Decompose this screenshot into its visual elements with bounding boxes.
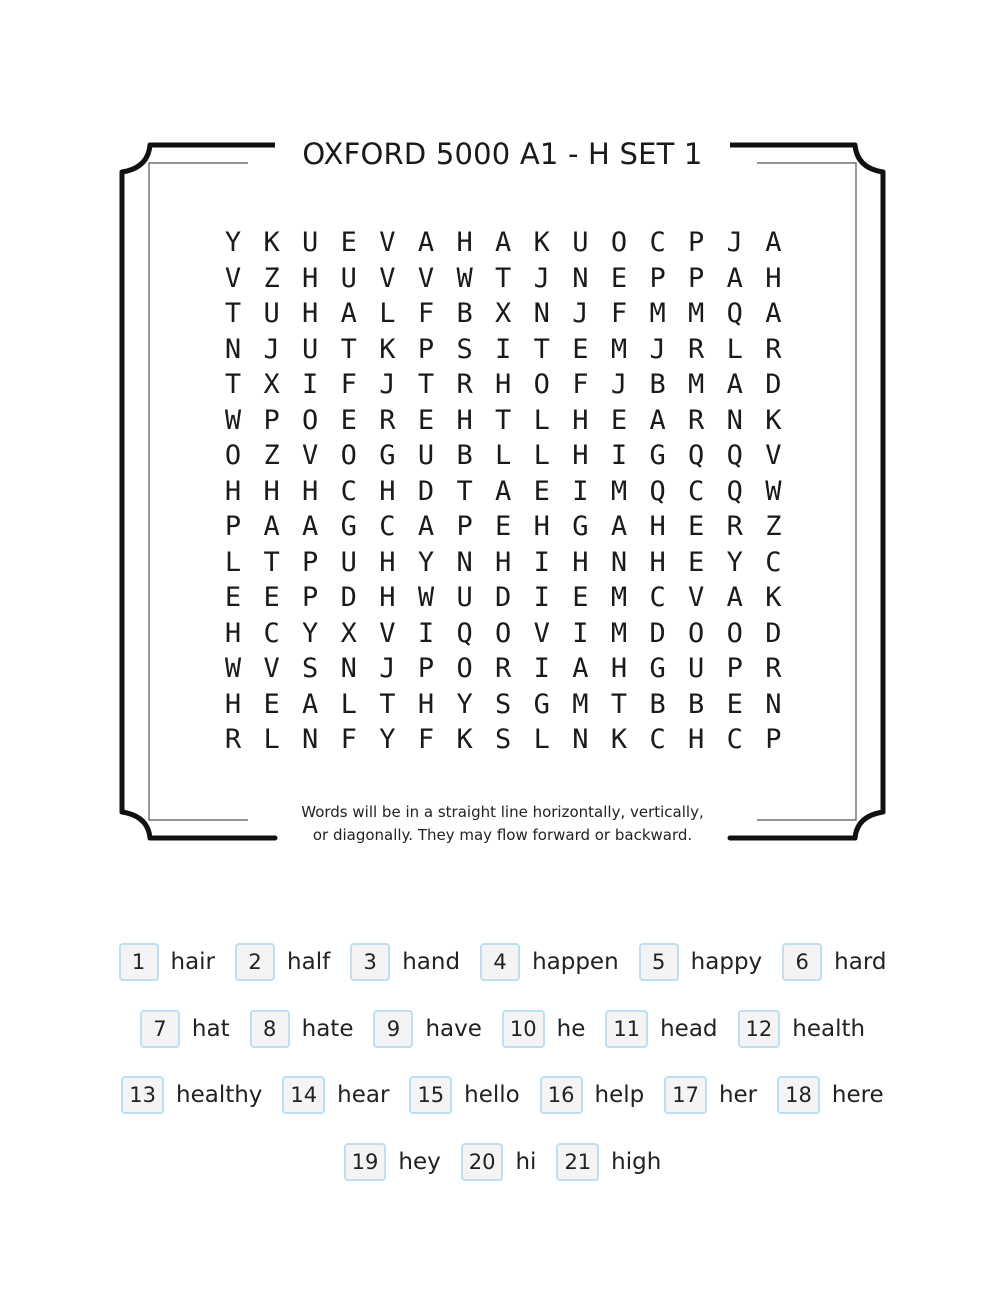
grid-letter[interactable]: W — [456, 262, 473, 294]
grid-letter[interactable]: C — [649, 227, 666, 258]
grid-letter[interactable]: M — [610, 333, 628, 365]
word-label: hard — [834, 949, 887, 975]
grid-letter[interactable]: D — [765, 617, 782, 649]
word-label: happy — [690, 949, 763, 975]
grid-letter[interactable]: O — [533, 369, 550, 400]
word-item — [639, 943, 762, 981]
grid-letter[interactable]: O — [224, 440, 242, 471]
grid-letter[interactable]: U — [456, 582, 473, 613]
word-item — [777, 1076, 884, 1114]
grid-letter[interactable]: G — [572, 511, 589, 542]
word-item — [119, 943, 216, 981]
grid-letter[interactable]: T — [495, 262, 512, 294]
grid-letter[interactable]: H — [572, 546, 589, 578]
grid-letter[interactable]: F — [340, 724, 357, 755]
word-item — [738, 1010, 866, 1048]
grid-letter[interactable]: Y — [224, 227, 242, 258]
word-item — [350, 943, 460, 981]
word-number-badge: 12 — [738, 1010, 781, 1048]
grid-letter[interactable]: U — [572, 227, 589, 258]
word-number-badge: 20 — [461, 1143, 504, 1181]
grid-letter[interactable]: D — [340, 582, 357, 613]
grid-letter[interactable]: S — [302, 653, 319, 684]
word-number-badge: 7 — [140, 1010, 180, 1048]
grid-letter[interactable]: Q — [726, 298, 743, 329]
grid-letter[interactable]: H — [224, 475, 242, 507]
word-number-badge: 3 — [350, 943, 390, 981]
word-number-badge: 18 — [777, 1076, 820, 1114]
grid-letter[interactable]: C — [649, 582, 666, 613]
grid-letter[interactable]: V — [379, 617, 396, 649]
grid-letter[interactable]: H — [302, 298, 319, 329]
grid-letter[interactable]: V — [379, 262, 396, 294]
grid-letter[interactable]: W — [765, 475, 782, 507]
grid-letter[interactable]: F — [417, 298, 435, 329]
grid-letter[interactable]: H — [224, 688, 242, 720]
grid-letter[interactable]: D — [765, 369, 782, 400]
word-number-badge: 14 — [282, 1076, 325, 1114]
grid-letter[interactable]: E — [572, 333, 589, 365]
word-item — [373, 1010, 481, 1048]
grid-letter[interactable]: E — [726, 688, 743, 720]
grid-letter[interactable]: I — [572, 617, 589, 649]
grid-letter[interactable]: D — [417, 475, 435, 507]
grid-letter[interactable]: B — [456, 298, 473, 329]
grid-letter[interactable]: E — [688, 511, 705, 542]
grid-letter[interactable]: X — [495, 298, 512, 329]
grid-letter[interactable]: P — [263, 404, 280, 436]
grid-letter[interactable]: L — [495, 440, 512, 471]
word-label: half — [287, 949, 331, 975]
word-label: healthy — [176, 1082, 263, 1108]
grid-letter[interactable]: Q — [688, 440, 705, 471]
grid-letter[interactable]: N — [572, 262, 589, 294]
grid-letter[interactable]: W — [417, 582, 435, 613]
grid-letter[interactable]: E — [495, 511, 512, 542]
grid-letter[interactable]: Z — [263, 440, 280, 471]
grid-letter[interactable]: Q — [726, 440, 743, 471]
word-label: hair — [170, 949, 216, 975]
grid-letter[interactable]: S — [495, 724, 512, 755]
grid-letter[interactable]: B — [456, 440, 473, 471]
grid-letter[interactable]: H — [302, 262, 319, 294]
grid-letter[interactable]: N — [726, 404, 743, 436]
grid-letter[interactable]: L — [533, 440, 550, 471]
word-number-badge: 16 — [540, 1076, 583, 1114]
grid-letter[interactable]: L — [726, 333, 743, 365]
grid-letter[interactable]: R — [765, 333, 782, 365]
grid-letter[interactable]: T — [224, 298, 242, 329]
grid-letter[interactable]: R — [765, 653, 782, 684]
grid-letter[interactable]: A — [572, 653, 589, 684]
word-label: hear — [337, 1082, 390, 1108]
word-number-badge: 13 — [121, 1076, 164, 1114]
grid-letter[interactable]: S — [456, 333, 473, 365]
word-item — [461, 1143, 537, 1181]
grid-letter[interactable]: T — [417, 369, 435, 400]
grid-letter[interactable]: E — [533, 475, 550, 507]
word-label: have — [425, 1015, 482, 1042]
word-label: high — [611, 1148, 662, 1175]
grid-letter[interactable]: V — [533, 617, 550, 649]
grid-letter[interactable]: Y — [456, 688, 473, 720]
grid-letter[interactable]: J — [533, 262, 550, 294]
grid-letter[interactable]: V — [302, 440, 319, 471]
grid-letter[interactable]: L — [533, 404, 550, 436]
grid-letter[interactable]: P — [456, 511, 473, 542]
grid-letter[interactable]: P — [726, 653, 743, 684]
grid-letter[interactable]: G — [649, 440, 666, 471]
grid-letter[interactable]: O — [495, 617, 512, 649]
word-bank-row — [0, 1140, 1005, 1184]
grid-letter[interactable]: H — [456, 404, 473, 436]
word-label: here — [831, 1082, 884, 1108]
grid-letter[interactable]: E — [572, 582, 589, 613]
grid-letter[interactable]: H — [263, 475, 280, 507]
word-label: health — [792, 1015, 866, 1042]
grid-letter[interactable]: R — [688, 333, 705, 365]
word-number-badge: 15 — [409, 1076, 452, 1114]
word-label: head — [660, 1015, 718, 1042]
grid-letter[interactable]: C — [379, 511, 396, 542]
grid-letter[interactable]: Y — [379, 724, 396, 755]
grid-letter[interactable]: L — [379, 298, 396, 329]
grid-letter[interactable]: E — [263, 582, 280, 613]
word-item — [664, 1076, 757, 1114]
grid-letter[interactable]: C — [263, 617, 280, 649]
grid-letter[interactable]: H — [533, 511, 550, 542]
grid-letter[interactable]: N — [302, 724, 319, 755]
grid-letter[interactable]: K — [765, 404, 782, 436]
grid-letter[interactable]: J — [379, 369, 396, 400]
grid-letter[interactable]: H — [417, 688, 435, 720]
grid-letter[interactable]: E — [340, 404, 357, 436]
grid-letter[interactable]: U — [302, 227, 319, 258]
grid-letter[interactable]: H — [572, 440, 589, 471]
word-label: hi — [515, 1148, 537, 1175]
grid-letter[interactable]: P — [688, 227, 705, 258]
grid-letter[interactable]: T — [610, 688, 628, 720]
grid-letter[interactable]: A — [340, 298, 357, 329]
grid-letter[interactable]: E — [610, 404, 628, 436]
grid-letter[interactable]: C — [340, 475, 357, 507]
grid-letter[interactable]: A — [610, 511, 628, 542]
grid-letter[interactable]: I — [495, 333, 512, 365]
grid-letter[interactable]: N — [765, 688, 782, 720]
grid-letter[interactable]: O — [610, 227, 628, 258]
grid-letter[interactable]: H — [495, 369, 512, 400]
grid-letter[interactable]: R — [495, 653, 512, 684]
grid-letter[interactable]: P — [302, 582, 319, 613]
grid-letter[interactable]: A — [765, 227, 782, 258]
grid-letter[interactable]: F — [610, 298, 628, 329]
grid-letter[interactable]: J — [263, 333, 280, 365]
word-item — [540, 1076, 644, 1114]
word-item — [235, 943, 330, 981]
grid-letter[interactable]: W — [224, 653, 242, 684]
grid-letter[interactable]: H — [495, 546, 512, 578]
grid-letter[interactable]: K — [379, 333, 396, 365]
grid-letter[interactable]: A — [726, 369, 743, 400]
grid-letter[interactable]: H — [224, 617, 242, 649]
grid-letter[interactable]: N — [340, 653, 357, 684]
grid-letter[interactable]: Z — [765, 511, 782, 542]
grid-letter[interactable]: Q — [456, 617, 473, 649]
grid-letter[interactable]: U — [263, 298, 280, 329]
grid-letter[interactable]: K — [456, 724, 473, 755]
grid-letter[interactable]: E — [340, 227, 357, 258]
grid-letter[interactable]: A — [302, 511, 319, 542]
grid-letter[interactable]: P — [417, 333, 435, 365]
grid-letter[interactable]: F — [572, 369, 589, 400]
grid-letter[interactable]: H — [649, 546, 666, 578]
grid-letter[interactable]: P — [765, 724, 782, 755]
grid-letter[interactable]: D — [649, 617, 666, 649]
instructions-line-1: Words will be in a straight line horizontally, vertically, — [301, 803, 704, 821]
grid-letter[interactable]: P — [302, 546, 319, 578]
grid-letter[interactable]: G — [379, 440, 396, 471]
grid-letter[interactable]: O — [340, 440, 357, 471]
grid-letter[interactable]: I — [533, 653, 550, 684]
grid-letter[interactable]: N — [533, 298, 550, 329]
grid-letter[interactable]: L — [340, 688, 357, 720]
grid-letter[interactable]: T — [379, 688, 396, 720]
grid-letter[interactable]: M — [610, 617, 628, 649]
grid-letter[interactable]: N — [456, 546, 473, 578]
word-number-badge: 5 — [639, 943, 679, 981]
instructions-line-2: or diagonally. They may flow forward or backward. — [312, 826, 693, 844]
grid-letter[interactable]: V — [263, 653, 280, 684]
grid-letter[interactable]: J — [649, 333, 666, 365]
grid-letter[interactable]: T — [340, 333, 357, 365]
grid-letter[interactable]: X — [340, 617, 357, 649]
grid-letter[interactable]: P — [688, 262, 705, 294]
grid-letter[interactable]: H — [379, 475, 396, 507]
grid-letter[interactable]: O — [726, 617, 743, 649]
grid-letter[interactable]: M — [610, 475, 628, 507]
grid-letter[interactable]: A — [263, 511, 280, 542]
grid-letter[interactable]: P — [649, 262, 666, 294]
grid-letter[interactable]: Q — [649, 475, 666, 507]
grid-letter[interactable]: U — [302, 333, 319, 365]
word-item — [480, 943, 619, 981]
grid-letter[interactable]: M — [688, 298, 705, 329]
word-label: help — [594, 1082, 645, 1108]
word-bank-row — [0, 1073, 1005, 1117]
instructions — [260, 801, 745, 847]
grid-letter[interactable]: G — [533, 688, 550, 720]
grid-letter[interactable]: Z — [263, 262, 280, 294]
word-number-badge: 17 — [664, 1076, 707, 1114]
word-item — [502, 1010, 585, 1048]
grid-letter[interactable]: G — [340, 511, 357, 542]
grid-letter[interactable]: F — [417, 724, 435, 755]
word-item — [250, 1010, 354, 1048]
word-item — [344, 1143, 441, 1181]
word-item — [121, 1076, 262, 1114]
grid-letter[interactable]: V — [379, 227, 396, 258]
grid-letter[interactable]: C — [765, 546, 782, 578]
grid-letter[interactable]: I — [610, 440, 628, 471]
grid-letter[interactable]: H — [610, 653, 628, 684]
grid-letter[interactable]: O — [456, 653, 473, 684]
word-label: hate — [301, 1015, 354, 1042]
grid-letter[interactable]: N — [224, 333, 242, 365]
grid-letter[interactable]: X — [263, 369, 280, 400]
grid-letter[interactable]: N — [572, 724, 589, 755]
word-label: her — [718, 1082, 758, 1108]
grid-letter[interactable]: A — [726, 262, 743, 294]
grid-letter[interactable]: M — [649, 298, 666, 329]
grid-letter[interactable]: M — [688, 369, 705, 400]
word-number-badge: 6 — [782, 943, 822, 981]
word-number-badge: 4 — [480, 943, 520, 981]
grid-letter[interactable]: R — [379, 404, 396, 436]
grid-letter[interactable]: V — [688, 582, 705, 613]
grid-letter[interactable]: H — [379, 582, 396, 613]
word-label: hello — [464, 1082, 520, 1108]
grid-letter[interactable]: H — [688, 724, 705, 755]
grid-letter[interactable]: E — [610, 262, 628, 294]
grid-letter[interactable]: E — [224, 582, 242, 613]
grid-letter[interactable]: K — [610, 724, 628, 755]
word-number-badge: 2 — [235, 943, 275, 981]
grid-letter[interactable]: P — [417, 653, 435, 684]
grid-letter[interactable]: A — [302, 688, 319, 720]
word-item — [140, 1010, 230, 1048]
grid-letter[interactable]: A — [726, 582, 743, 613]
grid-letter[interactable]: H — [572, 404, 589, 436]
grid-letter[interactable]: E — [417, 404, 435, 436]
grid-letter[interactable]: C — [726, 724, 743, 755]
grid-letter[interactable]: U — [417, 440, 435, 471]
grid-letter[interactable]: V — [224, 262, 242, 294]
grid-letter[interactable]: D — [495, 582, 512, 613]
grid-letter[interactable]: T — [495, 404, 512, 436]
grid-letter[interactable]: U — [688, 653, 705, 684]
word-label: hand — [402, 949, 461, 975]
grid-letter[interactable]: H — [379, 546, 396, 578]
puzzle-title: OXFORD 5000 A1 - H SET 1 — [275, 132, 730, 176]
grid-letter[interactable]: R — [456, 369, 473, 400]
grid-letter[interactable]: A — [417, 227, 435, 258]
grid-letter[interactable]: K — [263, 227, 280, 258]
grid-letter[interactable]: J — [726, 227, 743, 258]
grid-letter[interactable]: I — [533, 546, 550, 578]
grid-letter[interactable]: C — [649, 724, 666, 755]
word-number-badge: 19 — [344, 1143, 387, 1181]
word-item — [605, 1010, 717, 1048]
grid-letter[interactable]: H — [302, 475, 319, 507]
grid-letter[interactable]: M — [610, 582, 628, 613]
word-number-badge: 21 — [556, 1143, 599, 1181]
grid-letter[interactable]: Q — [726, 475, 743, 507]
word-number-badge: 9 — [373, 1010, 413, 1048]
grid-letter[interactable]: B — [649, 688, 666, 720]
word-item — [282, 1076, 389, 1114]
grid-letter[interactable]: T — [224, 369, 242, 400]
grid-letter[interactable]: J — [379, 653, 396, 684]
word-label: hat — [191, 1015, 230, 1042]
word-item — [409, 1076, 519, 1114]
grid-letter[interactable]: P — [224, 511, 242, 542]
grid-letter[interactable]: J — [610, 369, 628, 400]
grid-letter[interactable]: B — [649, 369, 666, 400]
grid-letter[interactable]: A — [417, 511, 435, 542]
grid-letter[interactable]: H — [456, 227, 473, 258]
grid-letter[interactable]: I — [572, 475, 589, 507]
grid-letter[interactable]: W — [224, 404, 242, 436]
grid-letter[interactable]: I — [533, 582, 550, 613]
grid-letter[interactable]: T — [533, 333, 550, 365]
grid-letter[interactable]: A — [495, 475, 512, 507]
grid-letter[interactable]: S — [495, 688, 512, 720]
grid-letter[interactable]: L — [224, 546, 242, 578]
grid-letter[interactable]: M — [572, 688, 589, 720]
grid-letter[interactable]: U — [340, 262, 357, 294]
word-bank-row — [0, 1007, 1005, 1051]
grid-letter[interactable]: A — [649, 404, 666, 436]
grid-letter[interactable]: H — [649, 511, 666, 542]
grid-letter[interactable]: G — [649, 653, 666, 684]
word-bank-row — [0, 940, 1005, 984]
word-item — [782, 943, 886, 981]
grid-letter[interactable]: N — [610, 546, 628, 578]
grid-letter[interactable]: R — [688, 404, 705, 436]
grid-letter[interactable]: F — [340, 369, 357, 400]
word-number-badge: 11 — [605, 1010, 648, 1048]
word-label: happen — [532, 949, 619, 975]
grid-letter[interactable]: K — [533, 227, 550, 258]
grid-letter[interactable]: K — [765, 582, 782, 613]
grid-letter[interactable]: I — [417, 617, 435, 649]
grid-letter[interactable]: Y — [302, 617, 319, 649]
grid-letter[interactable]: Y — [417, 546, 435, 578]
word-bank — [0, 940, 1005, 1206]
grid-letter[interactable]: R — [224, 724, 242, 755]
word-number-badge: 8 — [250, 1010, 290, 1048]
grid-letter[interactable]: O — [302, 404, 319, 436]
grid-letter[interactable]: Y — [726, 546, 743, 578]
grid-letter[interactable]: R — [726, 511, 743, 542]
grid-letter[interactable]: H — [765, 262, 782, 294]
word-number-badge: 10 — [502, 1010, 545, 1048]
grid-letter[interactable]: O — [688, 617, 705, 649]
grid-letter[interactable]: V — [765, 440, 782, 471]
grid-letter[interactable]: B — [688, 688, 705, 720]
grid-letter[interactable]: L — [263, 724, 280, 755]
grid-letter[interactable]: U — [340, 546, 357, 578]
grid-letter[interactable]: E — [688, 546, 705, 578]
grid-letter[interactable]: A — [765, 298, 782, 329]
word-number-badge: 1 — [119, 943, 159, 981]
grid-letter[interactable]: E — [263, 688, 280, 720]
grid-letter[interactable]: J — [572, 298, 589, 329]
grid-letter[interactable]: V — [417, 262, 435, 294]
word-item — [556, 1143, 661, 1181]
grid-letter[interactable]: T — [456, 475, 473, 507]
word-label: hey — [398, 1148, 441, 1175]
grid-letter[interactable]: I — [302, 369, 319, 400]
grid-letter[interactable]: T — [263, 546, 280, 578]
grid-letter[interactable]: A — [495, 227, 512, 258]
word-label: he — [556, 1015, 586, 1042]
grid-letter[interactable]: C — [688, 475, 705, 507]
grid-letter[interactable]: L — [533, 724, 550, 755]
